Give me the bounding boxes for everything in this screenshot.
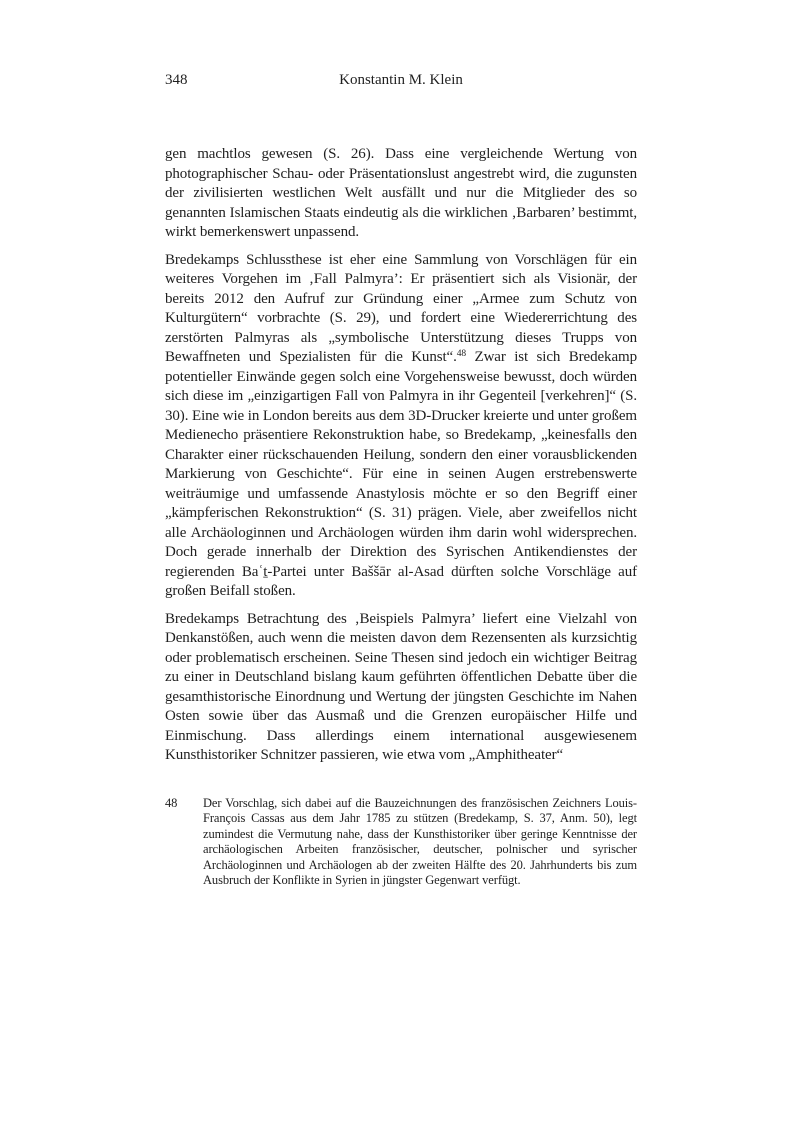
running-head: [165, 72, 637, 89]
body-text: [165, 145, 637, 766]
paragraph-2: [165, 251, 637, 602]
running-title: Konstantin M. Klein: [339, 72, 463, 88]
paragraph-2-before-ref: Bredekamps Schlussthese ist eher eine Sammlung von Vorschlägen für ein weiteres Vorgehen im ‚Fall Palmyra’: Er präsentiert sich als Visionär, der bereits 2012 den Aufruf zur Gründung einer „Armee zum Schutz von Kulturgütern“ vorbrachte (S. 29), und fordert eine Wiedererrichtung des zerstörten Palmyras als „symbolische Unterstützung dieses Trupps von Bewaffneten und Spezialisten für die Kunst“.: [165, 251, 637, 365]
footnote-number: 48: [165, 795, 178, 810]
footnote-text: Der Vorschlag, sich dabei auf die Bauzeichnungen des französischen Zeichners Louis-François Cassas aus dem Jahr 1785 zu stützen (Bredekamp, S. 37, Anm. 50), legt zumindest die Vermutung nahe, dass der Kunsthistoriker über geringe Kenntnisse der archäologischen Arbeiten französischer, deutscher, polnischer und syrischer Archäologinnen und Archäologen ab der zweiten Hälfte des 20. Jahrhunderts bis zum Ausbruch der Konflikte in Syrien in jüngster Gegenwart verfügt.: [203, 795, 637, 887]
paragraph-3: Bredekamps Betrachtung des ‚Beispiels Palmyra’ liefert eine Vielzahl von Denkanstößen, auch wenn die meisten davon dem Rezensenten als kurzsichtig oder problematisch erscheinen. Seine Thesen sind jedoch ein wichtiger Beitrag zu einer in Deutschland bislang kaum geführten öffentlichen Debatte über die gesamthistorische Einordnung und Wertung der jüngsten Geschichte im Nahen Osten sowie über das Ausmaß und die Grenzen europäischer Hilfe und Einmischung. Dass allerdings einem international ausgewiesenem Kunsthistoriker Schnitzer passieren, wie etwa vom „Amphitheater“: [165, 610, 637, 763]
page-number: 348: [165, 72, 188, 88]
text-block: [165, 72, 637, 889]
paragraph-1: gen machtlos gewesen (S. 26). Dass eine vergleichende Wertung von photographischer Schau- oder Präsentationslust angestrebt wird, die zugunsten der zivilisierten westlichen Welt ausfällt und nur die Mitglieder des so genannten Islamischen Staats eindeutig als die wirklichen ‚Barbaren’ bestimmt, wirkt bemerkenswert unpassend.: [165, 146, 637, 240]
footnote-48: [165, 796, 637, 889]
paragraph-2-after-ref: Zwar ist sich Bredekamp potentieller Einwände gegen solch eine Vorgehensweise bewusst, doch würden sich diese im „einzigartigen Fall von Palmyra in ihr Gegenteil [verkehren]“ (S. 30). Eine wie in London bereits aus dem 3D-Drucker kreierte und unter großem Medienecho präsentiere Rekonstruktion habe, so Bredekamp, „keinesfalls den Charakter einer rückschauenden Heilung, sondern den einer vorausblickenden Markierung von Geschichte“. Für eine in seinen Augen erstrebenswerte weiträumige und umfassende Anastylosis möchte er so den Begriff einer „kämpferischen Rekonstruktion“ (S. 31) prägen. Viele, aber zweifellos nicht alle Archäologinnen und Archäologen würden ihm darin wohl widersprechen. Doch gerade innerhalb der Direktion des Syrischen Antikendienstes der regierenden Baʿṯ-Partei unter Baššār al-Asad dürften solche Vorschläge auf großen Beifall stoßen.: [165, 349, 637, 599]
footnote-reference-48: 48: [456, 349, 467, 359]
footnotes-section: [165, 796, 637, 889]
